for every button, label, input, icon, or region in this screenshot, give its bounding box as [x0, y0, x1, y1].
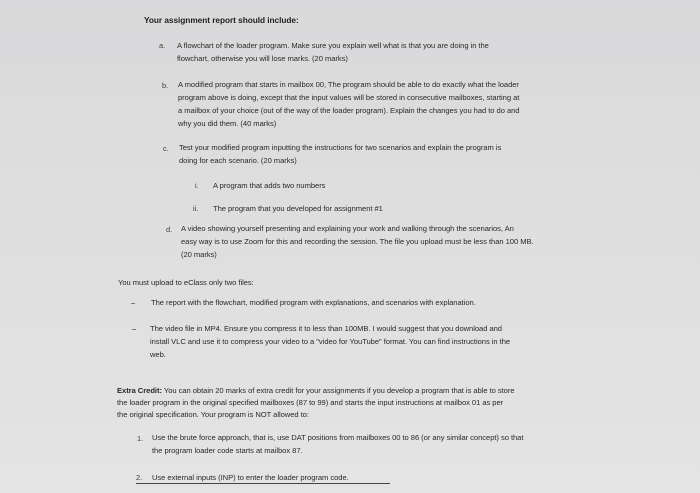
item-b-line-2: program above is doing, except that the input values will be stored in consecutive mailboxes, starting at [178, 93, 520, 102]
item-a-line-1: A flowchart of the loader program. Make sure you explain well what is that you are doing in the [177, 41, 489, 50]
extra-list-2-underline [136, 483, 390, 484]
extra-credit-line-2: the loader program in the original specified mailboxes (87 to 99) and starts the input instructions at mailbox 01 as per [117, 398, 504, 407]
item-c-sub-1-text: A program that adds two numbers [213, 181, 326, 190]
upload-file-2-line-1: The video file in MP4. Ensure you compress it to less than 100MB. I would suggest that you download and [150, 324, 502, 333]
upload-bullet-2 [132, 329, 136, 330]
item-c-sub-2-text: The program that you developed for assignment #1 [213, 204, 383, 213]
item-b-marker: b. [162, 81, 169, 90]
item-c-line-1: Test your modified program inputting the instructions for two scenarios and explain the program is [179, 143, 502, 152]
report-heading: Your assignment report should include: [144, 15, 299, 25]
item-a-line-2: flowchart, otherwise you will lose marks. (20 marks) [177, 54, 348, 63]
item-c-sub-1-marker: i. [195, 181, 199, 190]
extra-credit-label: Extra Credit: [117, 386, 162, 395]
extra-list-2-text: Use external inputs (INP) to enter the loader program code. [152, 473, 349, 482]
extra-list-1-line-1: Use the brute force approach, that is, use DAT positions from mailboxes 00 to 86 (or any similar concept) so that [152, 433, 524, 442]
extra-credit-line-1 [117, 385, 515, 397]
item-b-line-3: a mailbox of your choice (out of the way of the loader program). Explain the changes you had to do and [178, 106, 520, 115]
item-d-marker: d. [166, 225, 173, 234]
upload-intro: You must upload to eClass only two files: [118, 278, 254, 287]
extra-credit-line-3: the original specification. Your program is NOT allowed to: [117, 410, 309, 419]
item-a-marker: a. [159, 41, 166, 50]
upload-file-1-line-1: The report with the flowchart, modified program with explanations, and scenarios with explanation. [151, 298, 476, 307]
upload-bullet-1 [131, 303, 135, 304]
item-b-line-4: why you did them. (40 marks) [178, 119, 277, 128]
extra-list-1-line-2: the program loader code starts at mailbox 87. [152, 446, 303, 455]
item-c-line-2: doing for each scenario. (20 marks) [179, 156, 297, 165]
item-d-line-3: (20 marks) [181, 250, 217, 259]
upload-file-2-line-2: install VLC and use it to compress your video to a "video for YouTube" format. You can find instructions in the [150, 337, 511, 346]
item-d-line-1: A video showing yourself presenting and explaining your work and walking through the scenarios, An [181, 224, 514, 233]
item-c-marker: c. [163, 144, 169, 153]
extra-list-2-marker: 2. [136, 473, 143, 482]
item-d-line-2: easy way is to use Zoom for this and recording the session. The file you upload must be less than 100 MB. [181, 237, 534, 246]
extra-list-1-marker: 1. [137, 434, 144, 443]
upload-file-2-line-3: web. [150, 350, 166, 359]
extra-credit-text-1: You can obtain 20 marks of extra credit for your assignments if you develop a program that is able to store [163, 386, 515, 395]
item-c-sub-2-marker: ii. [193, 204, 199, 213]
item-b-line-1: A modified program that starts in mailbox 00, The program should be able to do exactly what the loader [178, 80, 519, 89]
